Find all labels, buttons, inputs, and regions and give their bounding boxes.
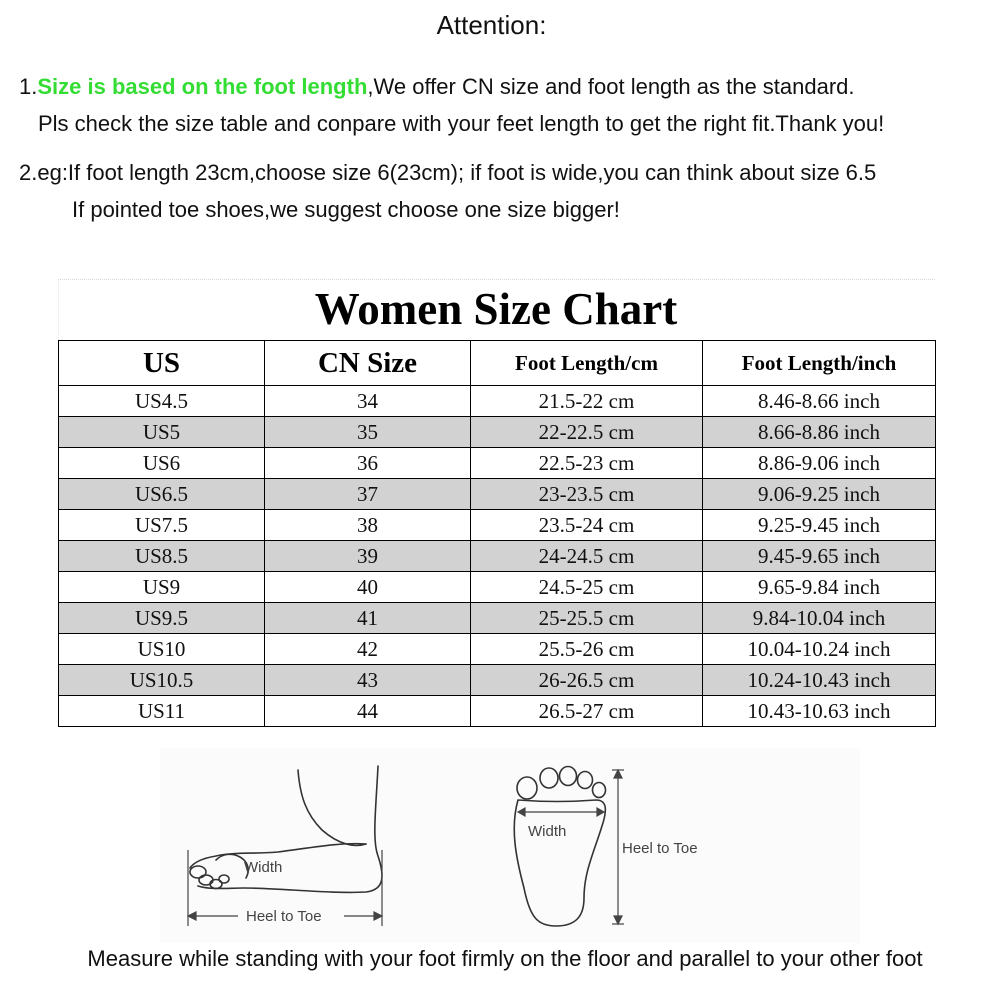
cell-foot-length-inch: 8.46-8.66 inch (703, 386, 936, 417)
size-chart-title: Women Size Chart (314, 284, 678, 334)
cell-cn-size: 40 (265, 572, 471, 603)
cell-foot-length-inch: 9.25-9.45 inch (703, 510, 936, 541)
cell-foot-length-cm: 26.5-27 cm (471, 696, 703, 727)
note-1-line-1 (19, 74, 855, 100)
header-cn-size: CN Size (265, 341, 471, 386)
cell-us: US6.5 (59, 479, 265, 510)
table-row (59, 417, 936, 448)
side-width-label: Width (244, 859, 283, 876)
cell-us: US5 (59, 417, 265, 448)
side-length-label: Heel to Toe (246, 908, 322, 925)
cell-foot-length-cm: 24.5-25 cm (471, 572, 703, 603)
cell-us: US6 (59, 448, 265, 479)
note-1-prefix: 1. (19, 74, 38, 99)
cell-foot-length-cm: 25.5-26 cm (471, 634, 703, 665)
header-foot-length-cm: Foot Length/cm (471, 341, 703, 386)
cell-foot-length-cm: 22-22.5 cm (471, 417, 703, 448)
foot-measurement-illustration (160, 748, 860, 943)
cell-cn-size: 42 (265, 634, 471, 665)
cell-foot-length-inch: 10.04-10.24 inch (703, 634, 936, 665)
cell-us: US8.5 (59, 541, 265, 572)
cell-foot-length-cm: 23.5-24 cm (471, 510, 703, 541)
size-table-header-row (59, 341, 936, 386)
cell-foot-length-cm: 25-25.5 cm (471, 603, 703, 634)
note-1-line-2: Pls check the size table and conpare with your feet length to get the right fit.Thank you! (38, 111, 885, 136)
cell-us: US7.5 (59, 510, 265, 541)
table-row (59, 572, 936, 603)
measure-instruction: Measure while standing with your foot firmly on the floor and parallel to your other foot (87, 946, 923, 971)
table-row (59, 634, 936, 665)
cell-foot-length-inch: 10.24-10.43 inch (703, 665, 936, 696)
cell-us: US10 (59, 634, 265, 665)
cell-cn-size: 37 (265, 479, 471, 510)
cell-cn-size: 35 (265, 417, 471, 448)
note-2-line-1: 2.eg:If foot length 23cm,choose size 6(23cm); if foot is wide,you can think about size 6.5 (19, 160, 877, 185)
cell-foot-length-cm: 22.5-23 cm (471, 448, 703, 479)
cell-us: US4.5 (59, 386, 265, 417)
cell-us: US9 (59, 572, 265, 603)
cell-foot-length-inch: 9.65-9.84 inch (703, 572, 936, 603)
cell-us: US10.5 (59, 665, 265, 696)
cell-cn-size: 38 (265, 510, 471, 541)
table-row (59, 386, 936, 417)
cell-foot-length-cm: 23-23.5 cm (471, 479, 703, 510)
cell-cn-size: 36 (265, 448, 471, 479)
cell-foot-length-cm: 26-26.5 cm (471, 665, 703, 696)
cell-cn-size: 41 (265, 603, 471, 634)
top-length-label: Heel to Toe (622, 840, 698, 857)
table-row (59, 510, 936, 541)
table-row (59, 541, 936, 572)
cell-foot-length-inch: 10.43-10.63 inch (703, 696, 936, 727)
table-row (59, 479, 936, 510)
header-foot-length-inch: Foot Length/inch (703, 341, 936, 386)
table-row (59, 665, 936, 696)
cell-cn-size: 44 (265, 696, 471, 727)
header-us: US (59, 341, 265, 386)
cell-foot-length-inch: 9.84-10.04 inch (703, 603, 936, 634)
cell-foot-length-cm: 21.5-22 cm (471, 386, 703, 417)
attention-heading: Attention: (436, 10, 547, 40)
cell-cn-size: 39 (265, 541, 471, 572)
table-row (59, 448, 936, 479)
note-1-highlight: Size is based on the foot length (37, 74, 368, 99)
cell-foot-length-inch: 9.06-9.25 inch (703, 479, 936, 510)
cell-foot-length-inch: 9.45-9.65 inch (703, 541, 936, 572)
note-1-rest: ,We offer CN size and foot length as the standard. (367, 74, 855, 99)
size-table (58, 340, 936, 727)
cell-cn-size: 34 (265, 386, 471, 417)
cell-foot-length-inch: 8.66-8.86 inch (703, 417, 936, 448)
table-row (59, 603, 936, 634)
cell-cn-size: 43 (265, 665, 471, 696)
cell-foot-length-inch: 8.86-9.06 inch (703, 448, 936, 479)
table-row (59, 696, 936, 727)
top-width-label: Width (528, 823, 567, 840)
cell-foot-length-cm: 24-24.5 cm (471, 541, 703, 572)
note-2-line-2: If pointed toe shoes,we suggest choose one size bigger! (72, 197, 620, 222)
cell-us: US9.5 (59, 603, 265, 634)
cell-us: US11 (59, 696, 265, 727)
